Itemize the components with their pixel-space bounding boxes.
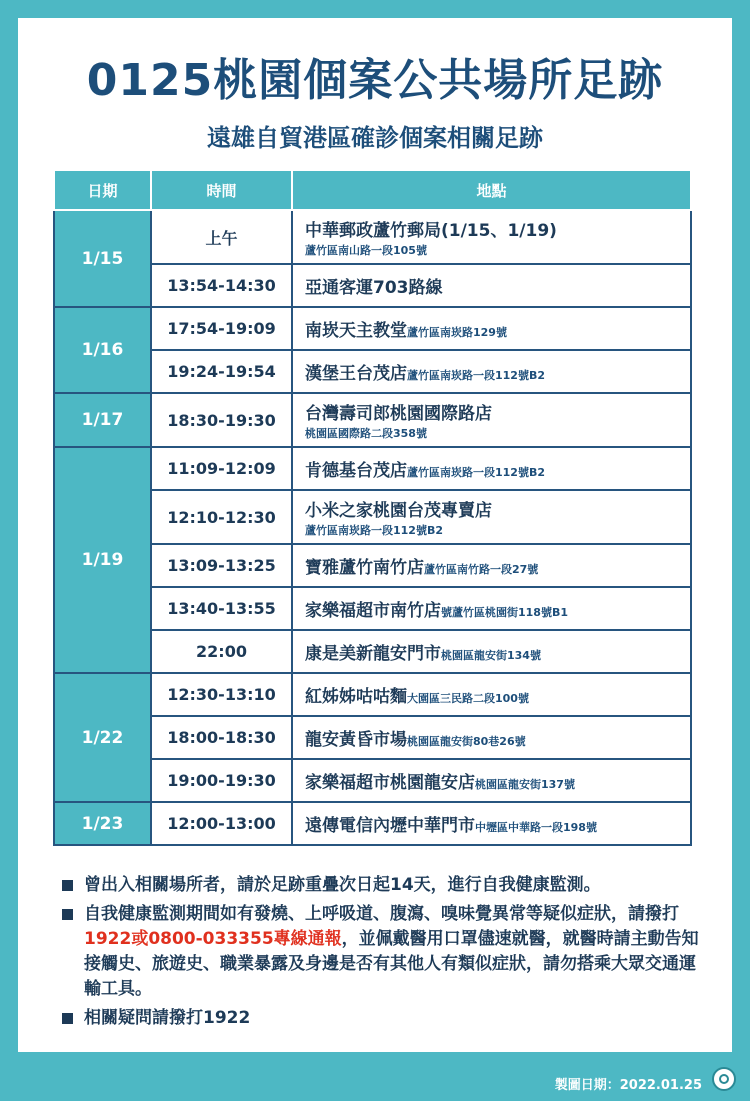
square-bullet-icon: [62, 909, 73, 920]
made-date: 製圖日期：2022.01.25: [554, 1078, 702, 1093]
place-cell: [292, 447, 691, 490]
page-title: 0125桃園個案公共場所足跡: [86, 55, 664, 106]
time-cell: 19:24-19:54: [151, 350, 292, 393]
time-cell: 12:10-12:30: [151, 490, 292, 544]
note-item: [62, 873, 702, 898]
time-cell: 12:00-13:00: [151, 802, 292, 845]
place-address: 蘆竹區南崁路129號: [407, 326, 507, 339]
note-item: [62, 1006, 702, 1031]
place-cell: [292, 544, 691, 587]
date-cell: 1/17: [54, 393, 151, 447]
place-cell: [292, 587, 691, 630]
table-row: [54, 802, 691, 845]
place-cell: [292, 264, 691, 307]
table-row: [54, 393, 691, 447]
date-cell: 1/22: [54, 673, 151, 802]
place-cell: [292, 350, 691, 393]
place-name: 台灣壽司郎桃園國際路店: [305, 404, 492, 424]
place-name: 肯德基台茂店: [305, 461, 407, 481]
square-bullet-icon: [62, 1013, 73, 1024]
place-address: 中壢區中華路一段198號: [475, 821, 597, 834]
place-address: 桃園區龍安街80巷26號: [407, 735, 526, 748]
place-cell: [292, 759, 691, 802]
note-text: 相關疑問請撥打1922: [84, 1008, 251, 1028]
place-cell: [292, 802, 691, 845]
time-cell: 17:54-19:09: [151, 307, 292, 350]
place-name: 龍安黃昏市場: [305, 730, 407, 750]
note-text: 曾出入相關場所者，請於足跡重疊次日起14天，進行自我健康監測。: [84, 875, 601, 895]
time-cell: 19:00-19:30: [151, 759, 292, 802]
place-cell: [292, 490, 691, 544]
square-bullet-icon: [62, 880, 73, 891]
place-name: 家樂福超市桃園龍安店: [305, 773, 475, 793]
header-place: 地點: [292, 170, 691, 210]
time-cell: 11:09-12:09: [151, 447, 292, 490]
date-cell: 1/23: [54, 802, 151, 845]
time-cell: 13:54-14:30: [151, 264, 292, 307]
place-name: 遠傳電信內壢中華門市: [305, 816, 475, 836]
page-subtitle: 遠雄自貿港區確診個案相關足跡: [207, 124, 543, 152]
date-cell: 1/19: [54, 447, 151, 673]
place-name: 康是美新龍安門市: [305, 644, 441, 664]
time-cell: 上午: [151, 210, 292, 264]
place-cell: [292, 630, 691, 673]
place-address: 桃園區龍安街137號: [475, 778, 575, 791]
place-name: 亞通客運703路線: [305, 278, 443, 298]
table-row: [54, 673, 691, 716]
poster-card: [18, 18, 732, 1052]
place-address: 蘆竹區南山路一段105號: [305, 244, 427, 257]
time-cell: 22:00: [151, 630, 292, 673]
footprint-table: [53, 169, 692, 846]
date-cell: 1/16: [54, 307, 151, 393]
health-bureau-seal-icon: [712, 1067, 736, 1091]
place-name: 紅姊姊咕咕麵: [305, 687, 407, 707]
footer: [0, 1065, 750, 1101]
place-name: 寶雅蘆竹南竹店: [305, 558, 424, 578]
place-address: 蘆竹區南崁路一段112號B2: [407, 466, 545, 479]
time-cell: 12:30-13:10: [151, 673, 292, 716]
place-address: 蘆竹區南竹路一段27號: [424, 563, 539, 576]
note-text: 自我健康監測期間如有發燒、上呼吸道、腹瀉、嗅味覺異常等疑似症狀，請撥打: [84, 904, 679, 924]
notes-section: [62, 873, 702, 1035]
note-text: ，並佩戴醫用口罩儘速就醫，就醫時請主動告知接觸史、旅遊史、職業暴露及身邊是否有其他人有類似症狀，請勿搭乘大眾交通運輸工具。: [84, 929, 699, 999]
place-cell: [292, 673, 691, 716]
place-address: 號蘆竹區桃園街118號B1: [441, 606, 568, 619]
place-cell: [292, 393, 691, 447]
header-time: 時間: [151, 170, 292, 210]
time-cell: 18:30-19:30: [151, 393, 292, 447]
table-row: [54, 210, 691, 264]
date-cell: 1/15: [54, 210, 151, 307]
place-name: 小米之家桃園台茂專賣店: [305, 501, 492, 521]
place-name: 漢堡王台茂店: [305, 364, 407, 384]
table-header-row: [54, 170, 691, 210]
place-cell: [292, 716, 691, 759]
header-date: 日期: [54, 170, 151, 210]
place-address: 蘆竹區南崁路一段112號B2: [407, 369, 545, 382]
place-name: 家樂福超市南竹店: [305, 601, 441, 621]
place-address: 桃園區國際路二段358號: [305, 427, 427, 440]
place-name: 南崁天主教堂: [305, 321, 407, 341]
table-row: [54, 307, 691, 350]
place-cell: [292, 210, 691, 264]
hotline-highlight: 1922或0800-033355專線通報: [84, 929, 342, 949]
time-cell: 13:40-13:55: [151, 587, 292, 630]
place-address: 桃園區龍安街134號: [441, 649, 541, 662]
place-cell: [292, 307, 691, 350]
time-cell: 13:09-13:25: [151, 544, 292, 587]
place-address: 大園區三民路二段100號: [407, 692, 529, 705]
note-item: [62, 902, 702, 1002]
place-name: 中華郵政蘆竹郵局(1/15、1/19): [305, 221, 557, 241]
time-cell: 18:00-18:30: [151, 716, 292, 759]
table-row: [54, 447, 691, 490]
place-address: 蘆竹區南崁路一段112號B2: [305, 524, 443, 537]
